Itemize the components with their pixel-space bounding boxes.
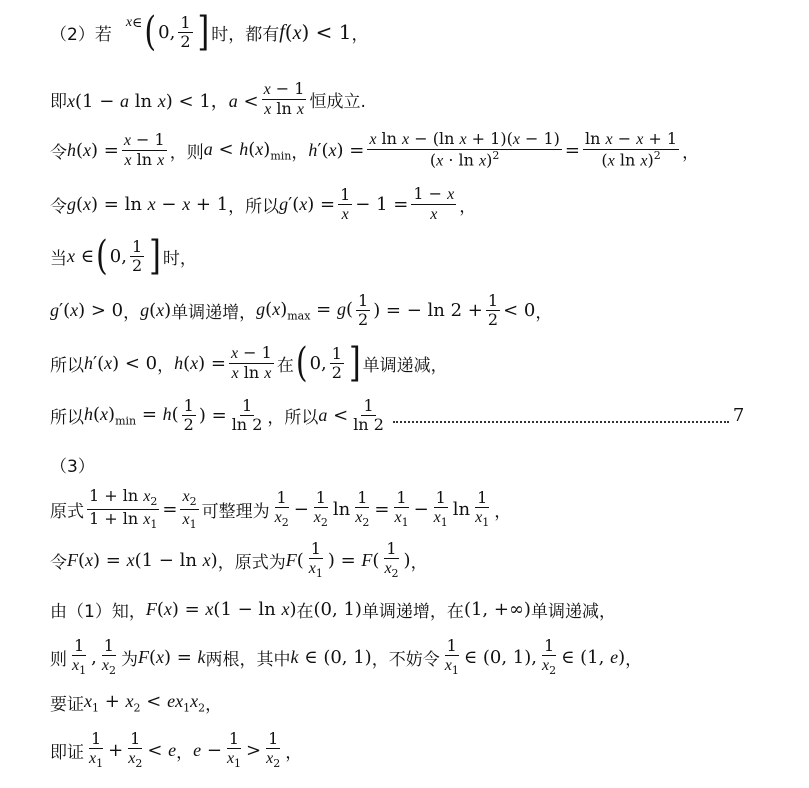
text: ，	[285, 743, 303, 764]
math: $\frac{x_2}{x_1}$	[182, 488, 197, 532]
math: ∈ (0, 1),	[463, 647, 537, 669]
math: $\frac{1}{x}$	[340, 184, 351, 223]
math: $\frac{1}{x_1}$	[394, 487, 409, 530]
math: 0,	[109, 246, 127, 268]
text: 令	[50, 143, 67, 164]
text: 为	[120, 650, 138, 671]
math: =	[564, 140, 581, 162]
text: ，	[123, 303, 141, 324]
line-2	[50, 80, 366, 120]
text: 则	[50, 650, 67, 671]
math: F(	[285, 550, 304, 572]
text: ，	[157, 356, 175, 377]
line-15	[50, 730, 302, 771]
math: $\frac{1}{2}$	[183, 396, 194, 435]
math: $\frac{1}{2}$	[331, 344, 342, 383]
line-5	[50, 232, 197, 280]
math: $\frac{\text{x ln x − (ln x + 1)(x − 1)}}{(x \cdot \ln x)^2}$	[369, 129, 560, 170]
math: $g(x)_{max} = g$(	[256, 299, 353, 323]
math: ]	[197, 8, 210, 56]
math: $\frac{x - 1}{\text{x ln x}}$	[263, 79, 305, 119]
math: $\frac{1}{x_1}$	[89, 729, 104, 771]
text: 在	[276, 356, 294, 377]
text: 原式	[50, 501, 84, 522]
math: $\frac{1}{x_1}$	[475, 487, 490, 530]
math: ]	[149, 232, 161, 280]
math: F(x) = k	[137, 647, 206, 669]
text: ，	[176, 743, 194, 764]
math: $\frac{1}{\ln 2}$	[353, 396, 384, 435]
math: $\frac{1}{x_2}$	[101, 636, 116, 678]
text: ，所以	[267, 408, 319, 429]
math: $h(x)_{min} = h$(	[84, 404, 179, 428]
math: $\frac{1}{2}$	[131, 237, 143, 276]
line-10	[50, 487, 511, 532]
math: $a < h(x)_{min}$	[203, 138, 292, 163]
math: $\frac{1}{2}$	[180, 13, 191, 52]
math: $\frac{1}{2}$	[358, 291, 369, 330]
math: h(x) =	[174, 353, 226, 375]
text: （2）若	[50, 25, 112, 46]
math: ]	[348, 339, 361, 387]
math: $\frac{\text{ln x − x + 1}}{(x \ln x)^2}$	[585, 129, 678, 170]
text: 即证	[50, 743, 84, 764]
text: 单调递增，	[171, 303, 257, 324]
math: ln	[452, 498, 471, 520]
text: 时，	[162, 249, 197, 270]
math: F(x) = x(1 − ln x)	[145, 599, 297, 620]
text: 两根，其中	[205, 650, 291, 671]
text: ，不妨令	[371, 650, 440, 671]
line-12	[50, 597, 616, 622]
math: (0, 1)	[313, 599, 362, 620]
math: $\frac{1}{2}$	[487, 291, 499, 330]
math: (1, +∞)	[463, 599, 531, 620]
math: g′(x) =	[279, 194, 336, 216]
text: ，原式为	[217, 553, 286, 574]
text: ，	[291, 143, 309, 164]
math: $\frac{1}{x_1}$	[226, 729, 242, 771]
line-11	[50, 540, 428, 581]
math: ∈ (1, e)	[561, 647, 626, 669]
math: +	[108, 740, 124, 762]
line-8	[50, 397, 744, 435]
math: $\frac{1}{x_2}$	[128, 729, 143, 771]
text: ，	[459, 197, 477, 218]
text: ，所以	[228, 197, 280, 218]
text: ，	[535, 303, 553, 324]
text: 所以	[50, 408, 84, 429]
text: 当	[50, 249, 67, 270]
math: (	[144, 8, 157, 56]
math: ln	[332, 498, 351, 520]
line-6	[50, 292, 552, 330]
text: 单调递减，	[362, 356, 448, 377]
math: a <	[318, 405, 349, 427]
math: h′(x) =	[308, 140, 365, 162]
math: $\frac{1}{x_2}$	[274, 487, 289, 530]
math: $\frac{1 - x}{x}$	[413, 184, 455, 224]
math: $\frac{1}{x_2}$	[266, 729, 281, 771]
section-label: （3）	[50, 457, 95, 477]
math: =	[374, 498, 390, 520]
text: 单调递增，在	[361, 602, 464, 622]
math: $\frac{1 + \ln x_2}{1 + \ln x_1}$	[89, 486, 158, 532]
text: 可整理为	[201, 501, 270, 522]
text: ，	[205, 695, 223, 715]
line-7	[50, 339, 448, 387]
math: $\frac{1}{x_2}$	[355, 487, 370, 530]
math: 0,	[309, 353, 327, 375]
math: x	[125, 14, 133, 30]
text: ，则	[169, 143, 204, 164]
line-13	[50, 637, 642, 678]
math: ∈	[132, 14, 143, 31]
math: h′(x) < 0	[84, 353, 158, 375]
text: 即	[50, 92, 67, 113]
math: $\frac{1}{x_1}$	[444, 636, 459, 678]
math: < e	[147, 740, 177, 762]
text: 所以	[50, 356, 84, 377]
math: )	[403, 550, 411, 572]
line-9	[50, 452, 95, 477]
math: −	[293, 498, 309, 520]
text: 在	[296, 602, 314, 622]
math: 0,	[158, 22, 176, 44]
math: < 0	[503, 300, 536, 322]
math: k ∈ (0, 1)	[290, 647, 372, 669]
math: ) =	[198, 405, 227, 427]
line-3	[50, 130, 699, 171]
text: 令	[50, 197, 67, 218]
math: g(x) = ln x − x + 1	[67, 194, 229, 216]
math: $x_1 + x_2 < ex_1x_2$	[84, 690, 206, 715]
text: 要证	[50, 695, 84, 715]
math: >	[246, 740, 262, 762]
line-14	[50, 690, 222, 715]
math: (	[96, 232, 108, 280]
math: f	[279, 21, 285, 44]
text: 恒成立.	[309, 92, 366, 113]
math: ,	[91, 647, 97, 669]
math: (	[295, 339, 308, 387]
text: 令	[50, 553, 67, 574]
math: $\frac{1}{x_2}$	[384, 539, 399, 581]
math: h(x) =	[67, 140, 119, 162]
math: $\frac{1}{x_2}$	[313, 487, 328, 530]
line-1	[50, 8, 369, 56]
math: $\frac{1}{x_2}$	[542, 636, 557, 678]
math: x(1 − a ln x) < 1，a <	[67, 90, 259, 112]
text: ，	[410, 553, 428, 574]
math: $\frac{1}{\ln 2}$	[231, 396, 263, 435]
math: (x) < 1	[284, 20, 352, 45]
math: $\frac{1}{x_1}$	[433, 487, 448, 530]
text: ，	[494, 501, 512, 522]
math: $\frac{x - 1}{\text{x ln x}}$	[123, 129, 165, 170]
math: ) = F(	[327, 550, 380, 572]
math: ) = − ln 2 +	[373, 300, 483, 322]
math: F(x) = x(1 − ln x)	[67, 550, 218, 572]
math: g(x)	[140, 300, 172, 322]
math: $\frac{1}{x_1}$	[72, 636, 87, 678]
math: g′(x) > 0	[50, 300, 124, 322]
text: 由（1）知，	[50, 602, 146, 622]
math: e −	[193, 740, 222, 762]
text: 时，都有	[211, 25, 280, 46]
math: =	[162, 498, 178, 520]
math: $\frac{1}{x_1}$	[308, 539, 323, 581]
text: 单调递减，	[530, 602, 616, 622]
math: − 1 =	[355, 194, 409, 216]
math: x ∈	[67, 246, 95, 268]
score-number: 7	[732, 405, 745, 427]
text: ，	[625, 650, 643, 671]
math: $\frac{x - 1}{\text{x ln x}}$	[230, 343, 272, 383]
dot-leader	[393, 409, 729, 423]
line-4	[50, 185, 476, 225]
text: ，	[351, 25, 369, 46]
math: −	[413, 498, 429, 520]
text: ，	[682, 143, 700, 164]
